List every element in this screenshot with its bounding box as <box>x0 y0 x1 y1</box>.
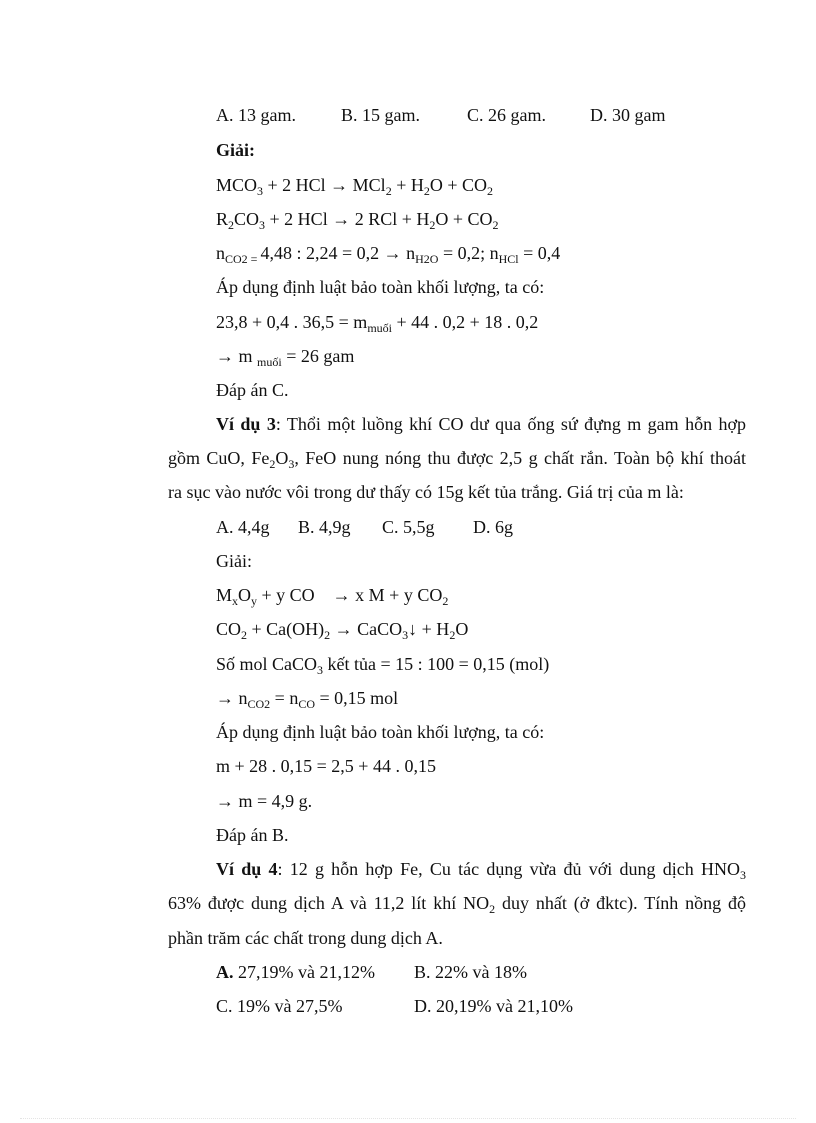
page-bottom-divider <box>20 1118 796 1119</box>
ex4-option-a: A. 27,19% và 21,12% <box>216 962 375 982</box>
ex2-result: → m $_{muối}$ = 26 gam <box>216 346 355 369</box>
ex4-option-c: C. 19% và 27,5% <box>216 996 343 1016</box>
ex3-moles-line-2: → $n_{CO2} = n_{CO} = 0,15$ mol <box>216 688 399 711</box>
ex3-option-b: B. 4,9g <box>298 517 351 537</box>
ex4-question-line-1: Ví dụ 4: 12 g hỗn hợp Fe, Cu tác dụng vừa đủ với dung dịch $HNO_3$ <box>216 859 746 882</box>
ex3-question-line-1: Ví dụ 3: Thổi một luồng khí CO dư qua ống sứ đựng m gam hỗn hợp <box>216 414 746 434</box>
ex3-option-d: D. 6g <box>473 517 513 537</box>
ex4-option-b: B. 22% và 18% <box>414 962 527 982</box>
ex3-result: → m = 4,9 g. <box>216 791 313 811</box>
ex4-options-row-2 <box>0 995 816 1017</box>
ex4-question-line-2: 63% được dung dịch A và 11,2 lít khí $NO_2$ duy nhất (ở đktc). Tính nồng độ <box>168 893 746 916</box>
ex2-moles-line: $n_{CO2 =}$ 4,48 : $2,24 = 0,2 \to n_{H2O} = 0,2$; $n_{HCl} = 0,4$ <box>216 243 561 266</box>
ex3-option-c: C. 5,5g <box>382 517 435 537</box>
ex2-solution-label: Giải: <box>216 140 255 160</box>
ex3-solution-label: Giải: <box>216 551 252 571</box>
ex3-mass-equation: m + 28 . 0,15 = 2,5 + 44 . 0,15 <box>216 756 436 776</box>
ex3-question-line-2: gồm CuO, $Fe_2O_3$, FeO nung nóng thu được 2,5 g chất rắn. Toàn bộ khí thoát <box>168 448 746 471</box>
ex3-label: Ví dụ 3 <box>216 414 276 434</box>
ex3-option-a: A. 4,4g <box>216 517 270 537</box>
ex2-equation-2: $R_2CO_3 + 2$ HCl → 2 RCl + $H_2O + CO_2$ <box>216 209 499 232</box>
ex2-answer: Đáp án C. <box>216 380 289 400</box>
ex3-options <box>0 516 816 538</box>
ex3-question-line-3: ra sục vào nước vôi trong dư thấy có 15g kết tủa trắng. Giá trị của m là: <box>168 482 684 502</box>
ex2-option-c: C. 26 gam. <box>467 105 546 125</box>
ex2-option-d: D. 30 gam <box>590 105 666 125</box>
ex2-apply-law: Áp dụng định luật bảo toàn khối lượng, ta có: <box>216 277 545 297</box>
ex3-moles-line: Số mol CaCO$_3$ kết tủa = 15 : 100 = 0,15 (mol) <box>216 654 550 677</box>
ex2-equation-1: $MCO_3 + 2$ HCl → $MCl_2 + H_2O + CO_2$ <box>216 175 493 198</box>
ex2-option-a: A. 13 gam. <box>216 105 296 125</box>
ex2-option-b: B. 15 gam. <box>341 105 420 125</box>
ex4-option-d: D. 20,19% và 21,10% <box>414 996 573 1016</box>
ex2-mass-equation: 23,8 + 0,4 . $36,5 = m_{muối} + 44$ . 0,2 + 18 . 0,2 <box>216 312 539 335</box>
ex4-question-line-3: phần trăm các chất trong dung dịch A. <box>168 928 443 948</box>
ex3-equation-2: $CO_2 + Ca(OH)_2$ → CaCO$_3$↓ + $H_2O$ <box>216 619 469 642</box>
ex3-answer: Đáp án B. <box>216 825 289 845</box>
ex3-equation-1: $M_xO_y + y$ CO → x M + y $CO_2$ <box>216 585 449 608</box>
ex4-label: Ví dụ 4 <box>216 859 278 879</box>
ex2-options <box>0 104 816 126</box>
ex3-apply-law: Áp dụng định luật bảo toàn khối lượng, ta có: <box>216 722 545 742</box>
ex4-options-row-1 <box>0 961 816 983</box>
